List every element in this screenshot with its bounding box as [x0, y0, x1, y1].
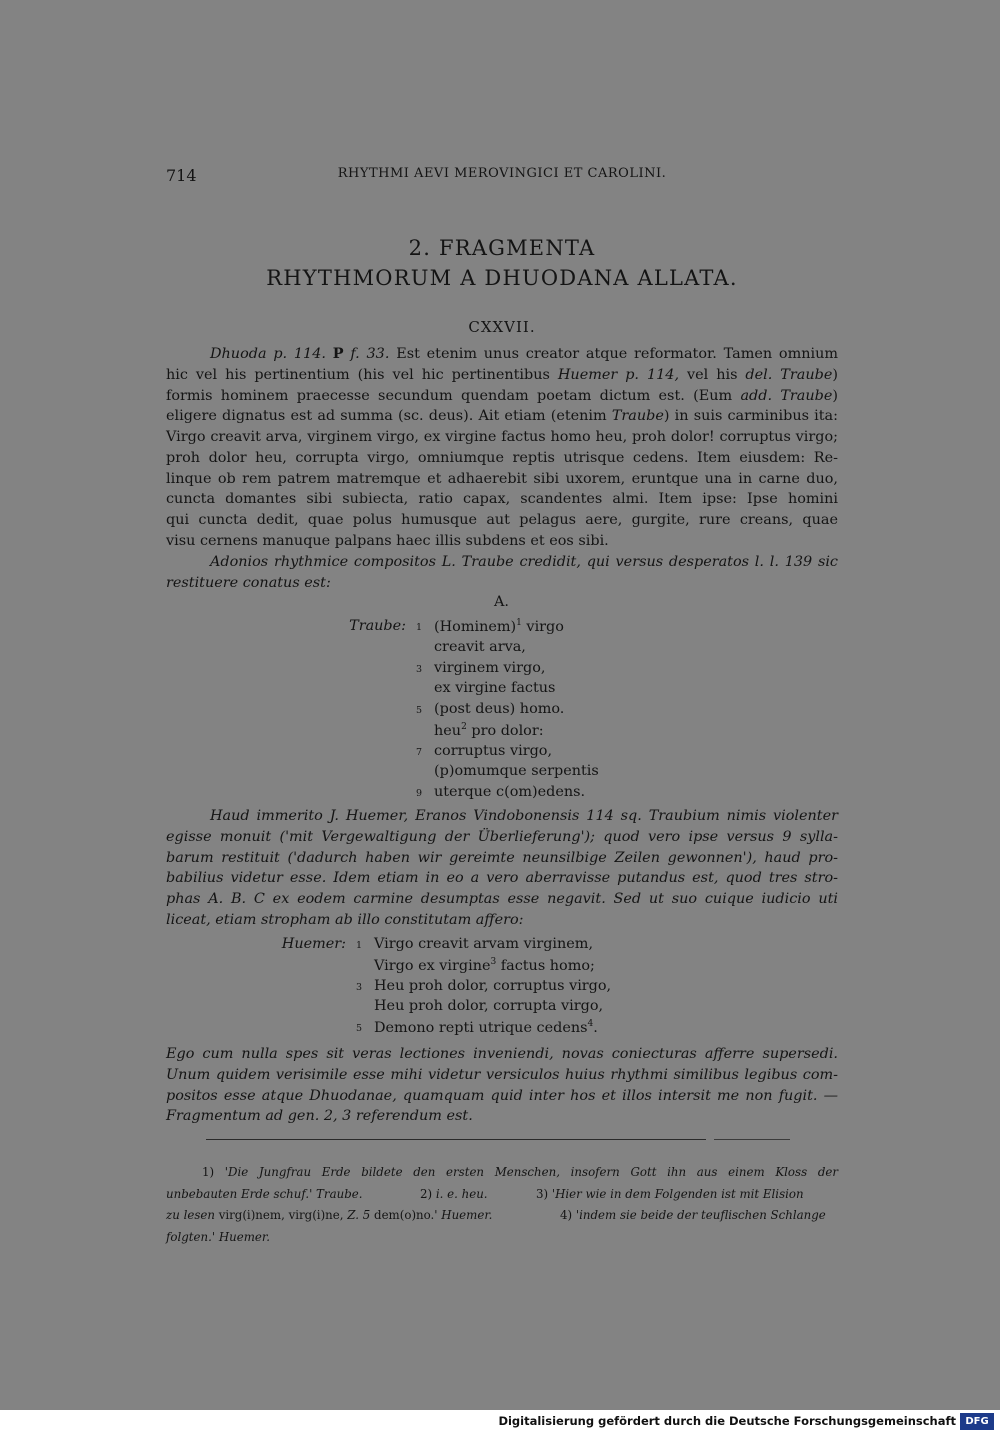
closing-line: Fragmentum ad gen. 2, 3 referendum est. [166, 1108, 473, 1125]
closing-line: Unum quidem verisimile esse mihi videtur versiculos huius rhythmi similibus legibus com- [166, 1066, 838, 1083]
footnote-rule [206, 1139, 706, 1140]
stanza-huemer-verse-line: Virgo creavit arvam virginem, [374, 936, 594, 952]
stanza-a-verse-line: (Hominem)$^1$ virgo [434, 618, 564, 635]
stanza-a-line-number: 5 [416, 705, 423, 716]
intro-line: formis hominem praecesse secundum quendam poetam dictum est. (Eum add. Traube) [166, 387, 838, 404]
stanza-a-verse-line: creavit arva, [434, 638, 526, 655]
stanza-a-label: Traube: [349, 618, 406, 634]
stanza-a-line-number: 9 [416, 788, 423, 799]
traube-note-line: restituere conatus est: [166, 574, 331, 591]
huemer-note [166, 806, 838, 931]
title-line-1: 2. FRAGMENTA [408, 236, 596, 260]
huemer-note-line: phas A. B. C ex eodem carmine desumptas esse negavit. Sed ut suo cuique iudicio uti [166, 891, 838, 907]
traube-note [166, 552, 838, 594]
stanza-huemer-line-number: 1 [356, 940, 363, 951]
stanza-huemer-verse-line: Heu proh dolor, corruptus virgo, [374, 977, 612, 994]
page-number: 714 [166, 166, 197, 185]
huemer-note-line: egisse monuit ('mit Vergewaltigung der Überlieferung'); quod vero ipse versus 9 sylla- [166, 828, 838, 845]
huemer-note-line: barum restituit ('dadurch haben wir gereimte neunsilbige Zeilen gewonnen'), haud pro- [166, 849, 838, 866]
footnote-line-2: unbebauten Erde schuf.' Traube. 2) i. e. heu. 3) 'Hier wie in dem Folgenden ist mit Elision [166, 1184, 838, 1206]
footnotes [166, 1162, 838, 1248]
stanza-huemer-verse-line: Virgo ex virgine$^3$ factus homo; [374, 956, 595, 974]
footnote-line-4: folgten.' Huemer. [166, 1229, 270, 1244]
huemer-note-line: Haud immerito J. Huemer, Eranos Vindobonensis 114 sq. Traubium nimis violenter [210, 808, 838, 824]
funding-credit: Digitalisierung gefördert durch die Deutsche Forschungsgemeinschaft [498, 1414, 956, 1428]
footnote-3: 3) 'Hier wie in dem Folgenden ist mit Elision [536, 1186, 804, 1201]
intro-paragraph [166, 344, 838, 552]
intro-line: qui cuncta dedit, quae polus humusque aut pelagus aere, gurgite, rure creans, quae [166, 512, 838, 528]
closing-paragraph [166, 1044, 838, 1127]
footnote-2: 2) i. e. heu. [420, 1186, 488, 1201]
stanza-a-line-number: 7 [416, 746, 423, 758]
closing-line: Ego cum nulla spes sit veras lectiones inveniendi, novas coniecturas afferre supersedi. [166, 1046, 838, 1062]
stanza-a-verse-line: corruptus virgo, [434, 742, 553, 759]
traube-note-line: Adonios rhythmice compositos L. Traube credidit, qui versus desperatos l. l. 139 sic [210, 554, 838, 570]
stanza-a-verse-line: (p)omumque serpentis [434, 763, 599, 780]
footnote-line-3: zu lesen virg(i)nem, virg(i)ne, Z. 5 dem(o)no.' Huemer. 4) 'indem sie beide der teuflischen Schlange [166, 1205, 838, 1227]
intro-line: visu cernens manuque palpans haec illis subdens et eos sibi. [166, 532, 609, 549]
intro-line: eligere dignatus est ad summa (sc. deus). Ait etiam (etenim Traube) in suis carminibus ita: [166, 408, 838, 425]
intro-line: hic vel his pertinentium (his vel hic pertinentibus Huemer p. 114, vel his del. Traube) [166, 366, 838, 383]
page-header [166, 166, 838, 186]
stanza-huemer-line-number: 5 [356, 1023, 363, 1034]
stanza-huemer-line-number: 3 [356, 981, 363, 993]
stanza-huemer-verse-line: Heu proh dolor, corrupta virgo, [374, 998, 604, 1015]
footnote-4: 4) 'indem sie beide der teuflischen Schlange [560, 1208, 826, 1222]
running-head: RHYTHMI AEVI MEROVINGICI ET CAROLINI. [337, 166, 667, 181]
intro-line: Dhuoda p. 114. P f. 33. Est etenim unus creator atque reformator. Tamen omnium [210, 345, 839, 362]
intro-line: proh dolor heu, corrupta virgo, omniumque reptis utrisque cedens. Item eiusdem: Re- [166, 449, 838, 466]
section-number: CXXVII. [468, 318, 536, 336]
huemer-note-line: liceat, etiam stropham ab illo constitutam affero: [166, 911, 524, 928]
intro-line: Virgo creavit arva, virginem virgo, ex virgine factus homo heu, proh dolor! corruptus virgo; [166, 429, 838, 445]
intro-line: linque ob rem patrem matremque et adhaerebit sibi uxorem, eruntque una in carne duo, [166, 470, 838, 487]
stanza-huemer-label: Huemer: [281, 936, 346, 952]
footnote-1: 1) 'Die Jungfrau Erde bildete den ersten Menschen, insofern Gott ihn aus einem Kloss der [202, 1165, 838, 1179]
stanza-a-verse-line: (post deus) homo. [434, 701, 565, 717]
huemer-note-line: babilius videtur esse. Idem etiam in eo a vero aberravisse putandus est, quod tres stro- [166, 870, 838, 887]
intro-line: cuncta domantes sibi subiecta, ratio capax, scandentes almi. Item ipse: Ipse homini [166, 491, 838, 508]
dfg-logo: DFG [960, 1413, 994, 1430]
stanza-a-line-number: 3 [416, 663, 423, 675]
stanza-a-verse-line: uterque c(om)edens. [434, 784, 586, 800]
title-line-2: RHYTHMORUM A DHUODANA ALLATA. [266, 266, 738, 290]
stanza-a-verse-line: virginem virgo, [434, 659, 546, 676]
stanza-a-heading: A. [494, 594, 509, 610]
footer-bar [0, 1410, 1000, 1434]
stanza-a-verse-line: ex virgine factus [434, 680, 556, 697]
stanza-a-verse-line: heu$^2$ pro dolor: [434, 721, 544, 739]
stanza-huemer-verse-line: Demono repti utrique cedens$^4$. [374, 1019, 598, 1036]
stanza-a-line-number: 1 [416, 622, 423, 633]
closing-line: positos esse atque Dhuodanae, quamquam quid inter hos et illos intersit me non fugit. — [166, 1087, 838, 1104]
footnote-rule-end [714, 1139, 790, 1140]
